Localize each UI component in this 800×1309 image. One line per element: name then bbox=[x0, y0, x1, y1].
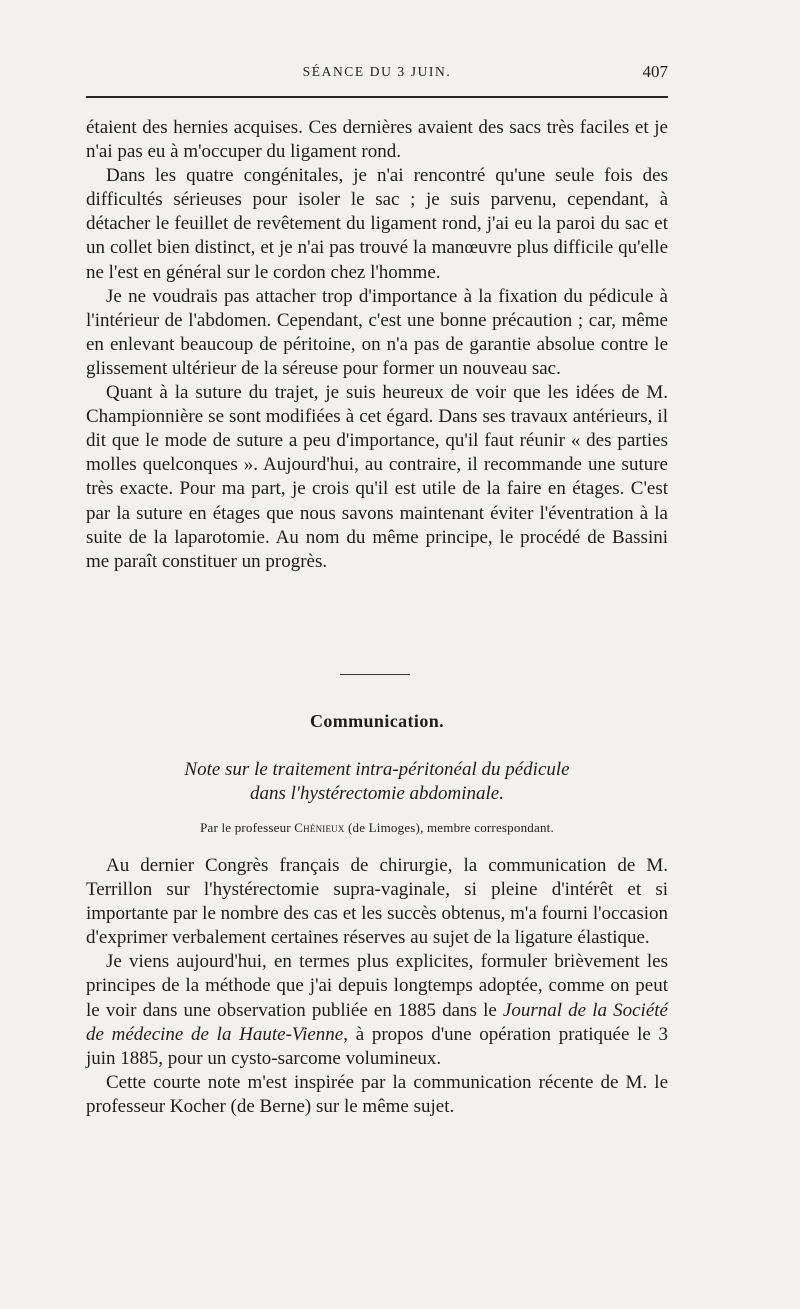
paragraph-text: , à propos d'une opération pratiquée le 3 juin 1885, pour un cysto-sarcome volumineux. bbox=[86, 1023, 668, 1069]
header-rule bbox=[86, 96, 668, 98]
note-title-line: Note sur le traitement intra-péritonéal du pédicule bbox=[184, 759, 570, 780]
section-divider bbox=[340, 674, 410, 675]
paragraph-text: Je viens aujourd'hui, en termes plus explicites, formuler brièvement les principes de la méthode que j'ai depuis longtemps adoptée, comme on peut le voir dans une observation publiée en 1885 dans le bbox=[86, 951, 668, 1021]
paragraph bbox=[86, 950, 668, 1070]
byline-author: Chénieux bbox=[294, 820, 345, 835]
continued-text bbox=[86, 116, 668, 574]
page-number: 407 bbox=[642, 62, 668, 81]
running-title: SÉANCE DU 3 JUIN. bbox=[302, 64, 452, 79]
paragraph: Cette courte note m'est inspirée par la communication récente de M. le professeur Kocher (de Berne) sur le même sujet. bbox=[86, 1071, 668, 1117]
paragraph: Je ne voudrais pas attacher trop d'importance à la fixation du pédicule à l'intérieur de l'abdomen. Cependant, c'est une bonne précaution ; car, même en enlevant beaucoup de péritoine, on n'a pas de garantie absolue contre le glissement ultérieur de la séreuse pour former un nouveau sac. bbox=[86, 285, 668, 379]
paragraph: Dans les quatre congénitales, je n'ai rencontré qu'une seule fois des difficultés sérieuses pour isoler le sac ; je suis parvenu, cependant, à détacher le feuillet de revêtement du ligament rond, j'ai eu la paroi du sac et un collet bien distinct, et je n'ai pas trouvé la manœuvre plus difficile qu'elle ne l'est en général sur le cordon chez l'homme. bbox=[86, 165, 668, 283]
byline-prefix: Par le professeur bbox=[200, 820, 295, 835]
paragraph: étaient des hernies acquises. Ces dernières avaient des sacs très faciles et je n'ai pas eu à m'occuper du ligament rond. bbox=[86, 117, 668, 163]
communication-text bbox=[86, 854, 668, 1119]
byline-suffix: (de Limoges), membre correspondant. bbox=[344, 820, 554, 835]
paragraph: Au dernier Congrès français de chirurgie, la communication de M. Terrillon sur l'hystérectomie supra-vaginale, si pleine d'intérêt et si importante par le nombre des cas et les succès obtenus, m'a fourni l'occasion d'exprimer verbalement certaines réserves au sujet de la ligature élastique. bbox=[86, 855, 668, 949]
note-title-line: dans l'hystérectomie abdominale. bbox=[249, 783, 504, 804]
section-heading: Communication. bbox=[309, 711, 445, 731]
paragraph: Quant à la suture du trajet, je suis heureux de voir que les idées de M. Championnière se sont modifiées à cet égard. Dans ses travaux antérieurs, il dit que le mode de suture a peu d'importance, qu'il faut réunir « des parties molles quelconques ». Aujourd'hui, au contraire, il recommande une suture très exacte. Pour ma part, je crois qu'il est utile de la faire en étages. C'est par la suture en étages que nous savons maintenant éviter l'éventration à la suite de la laparotomie. Au nom du même principe, le procédé de Bassini me paraît constituer un progrès. bbox=[86, 382, 668, 572]
note-title bbox=[86, 758, 668, 806]
byline bbox=[86, 820, 668, 836]
running-head bbox=[86, 62, 668, 86]
journal-title: Journal de la Société de médecine de la Haute-Vienne bbox=[86, 999, 668, 1045]
